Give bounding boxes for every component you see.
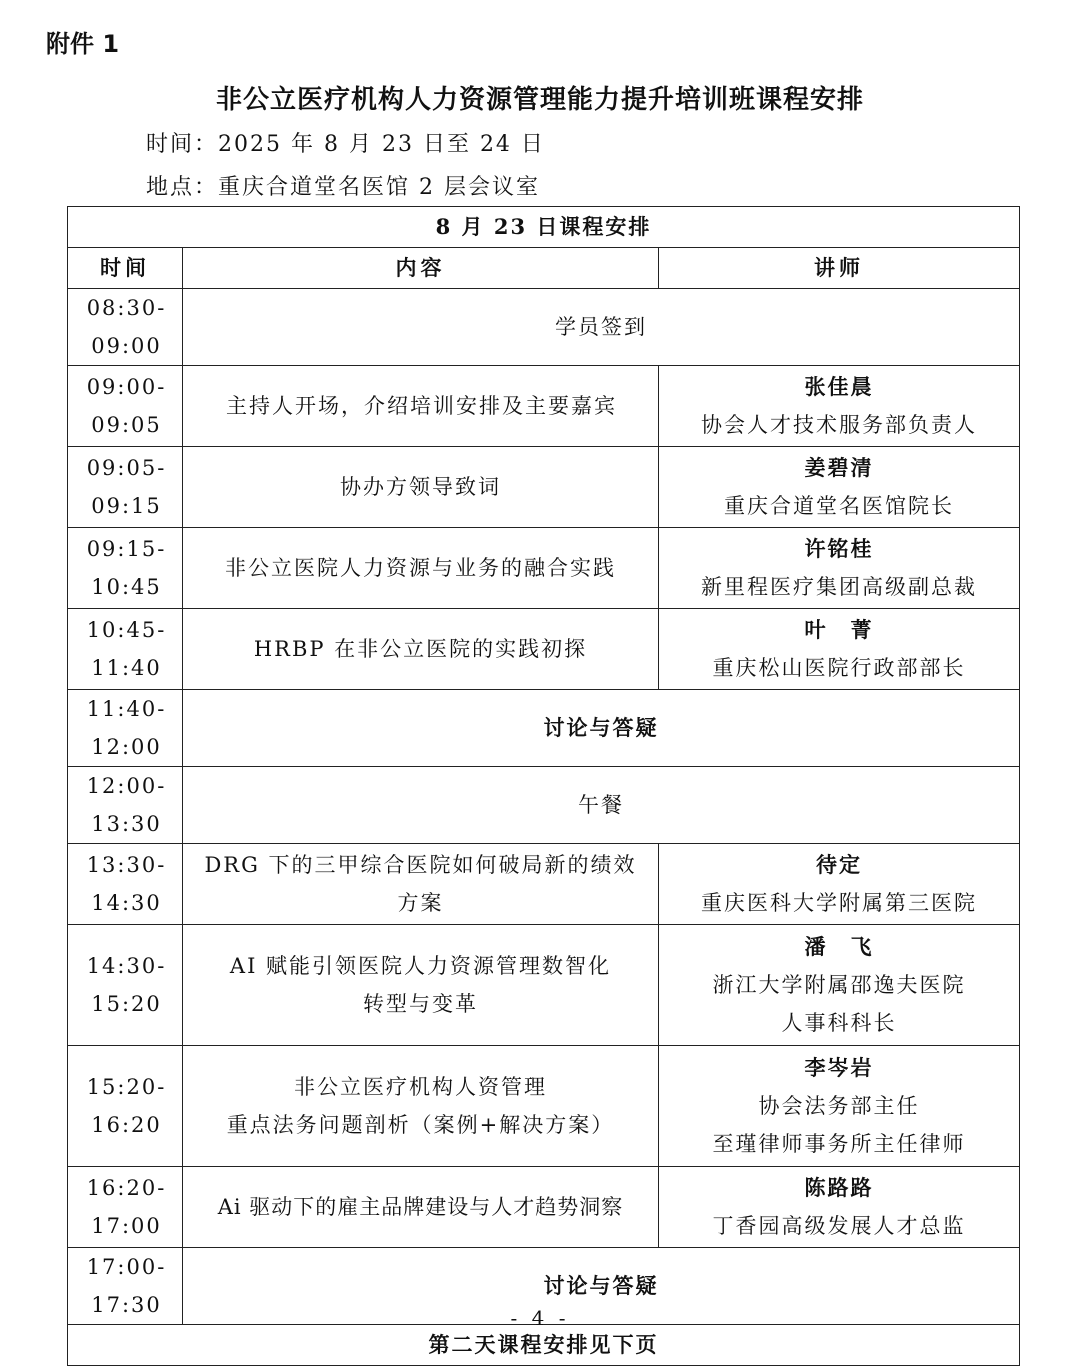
row-content: 主持人开场，介绍培训安排及主要嘉宾	[183, 366, 659, 447]
lecturer-title: 重庆医科大学附属第三医院	[701, 891, 978, 915]
row-time: 12:00-13:30	[68, 767, 183, 844]
header-lecturer: 讲师	[659, 248, 1020, 289]
event-place: 地点：重庆合道堂名医馆 2 层会议室	[146, 175, 540, 200]
lecturer-title: 重庆合道堂名医馆院长	[724, 494, 955, 518]
row-time: 09:00-09:05	[68, 366, 183, 447]
row-content: HRBP 在非公立医院的实践初探	[183, 609, 659, 690]
row-time: 16:20-17:00	[68, 1167, 183, 1248]
attachment-label: 附件 1	[46, 30, 120, 58]
lecturer-title: 重庆松山医院行政部部长	[712, 656, 966, 680]
table-row	[68, 767, 1020, 844]
lecturer-title: 丁香园高级发展人才总监	[712, 1214, 966, 1238]
day-heading-row	[68, 207, 1020, 248]
row-content: 讨论与答疑	[183, 1248, 1020, 1325]
row-time: 14:30-15:20	[68, 925, 183, 1046]
row-time: 15:20-16:20	[68, 1046, 183, 1167]
row-time: 10:45-11:40	[68, 609, 183, 690]
table-row	[68, 289, 1020, 366]
lecturer-name: 陈路路	[804, 1175, 874, 1200]
row-content	[183, 844, 659, 925]
header-row	[68, 248, 1020, 289]
row-time: 11:40-12:00	[68, 690, 183, 767]
row-lecturer	[659, 609, 1020, 690]
lecturer-title: 协会人才技术服务部负责人	[701, 413, 978, 437]
row-content: 学员签到	[183, 289, 1020, 366]
row-lecturer	[659, 528, 1020, 609]
lecturer-title: 浙江大学附属邵逸夫医院	[712, 973, 966, 997]
table-row	[68, 1046, 1020, 1167]
lecturer-name: 叶 菁	[804, 617, 874, 642]
footer-note: 第二天课程安排见下页	[68, 1325, 1020, 1366]
row-time: 09:05-09:15	[68, 447, 183, 528]
lecturer-title: 新里程医疗集团高级副总裁	[701, 575, 978, 599]
row-lecturer	[659, 447, 1020, 528]
lecturer-name: 待定	[816, 852, 863, 877]
content-line: DRG 下的三甲综合医院如何破局新的绩效	[204, 853, 637, 877]
row-lecturer	[659, 925, 1020, 1046]
table-row	[68, 1167, 1020, 1248]
lecturer-name: 张佳晨	[804, 374, 874, 399]
row-lecturer	[659, 1167, 1020, 1248]
row-content: 午餐	[183, 767, 1020, 844]
lecturer-title: 人事科科长	[781, 1011, 897, 1035]
row-time: 08:30-09:00	[68, 289, 183, 366]
row-lecturer	[659, 366, 1020, 447]
page-number: - 4 -	[510, 1306, 570, 1330]
table-row	[68, 366, 1020, 447]
event-time: 时间：2025 年 8 月 23 日至 24 日	[146, 132, 545, 157]
row-content: 协办方领导致词	[183, 447, 659, 528]
lecturer-title: 协会法务部主任	[758, 1094, 920, 1118]
row-lecturer	[659, 844, 1020, 925]
row-content	[183, 925, 659, 1046]
table-row	[68, 447, 1020, 528]
header-time: 时间	[68, 248, 183, 289]
content-line: AI 赋能引领医院人力资源管理数智化	[229, 954, 612, 978]
schedule-table	[67, 206, 1020, 1366]
row-content: 讨论与答疑	[183, 690, 1020, 767]
row-content: 非公立医院人力资源与业务的融合实践	[183, 528, 659, 609]
content-line: 重点法务问题剖析（案例+解决方案）	[226, 1113, 615, 1137]
table-row	[68, 528, 1020, 609]
lecturer-name: 潘 飞	[804, 934, 874, 959]
row-time: 17:00-17:30	[68, 1248, 183, 1325]
table-row	[68, 844, 1020, 925]
row-time: 13:30-14:30	[68, 844, 183, 925]
lecturer-name: 李岑岩	[804, 1055, 874, 1080]
row-content: Ai 驱动下的雇主品牌建设与人才趋势洞察	[183, 1167, 659, 1248]
lecturer-title: 至瑾律师事务所主任律师	[712, 1132, 966, 1156]
content-line: 方案	[397, 891, 444, 915]
document-title: 非公立医疗机构人力资源管理能力提升培训班课程安排	[215, 85, 864, 115]
row-content	[183, 1046, 659, 1167]
header-content: 内容	[183, 248, 659, 289]
content-line: 非公立医疗机构人资管理	[294, 1075, 547, 1099]
content-line: 转型与变革	[363, 992, 478, 1016]
row-time: 09:15-10:45	[68, 528, 183, 609]
day-heading: 8 月 23 日课程安排	[68, 207, 1020, 248]
lecturer-name: 许铭桂	[804, 536, 874, 561]
table-row	[68, 690, 1020, 767]
table-row	[68, 609, 1020, 690]
table-row	[68, 925, 1020, 1046]
row-lecturer	[659, 1046, 1020, 1167]
lecturer-name: 姜碧清	[804, 455, 874, 480]
